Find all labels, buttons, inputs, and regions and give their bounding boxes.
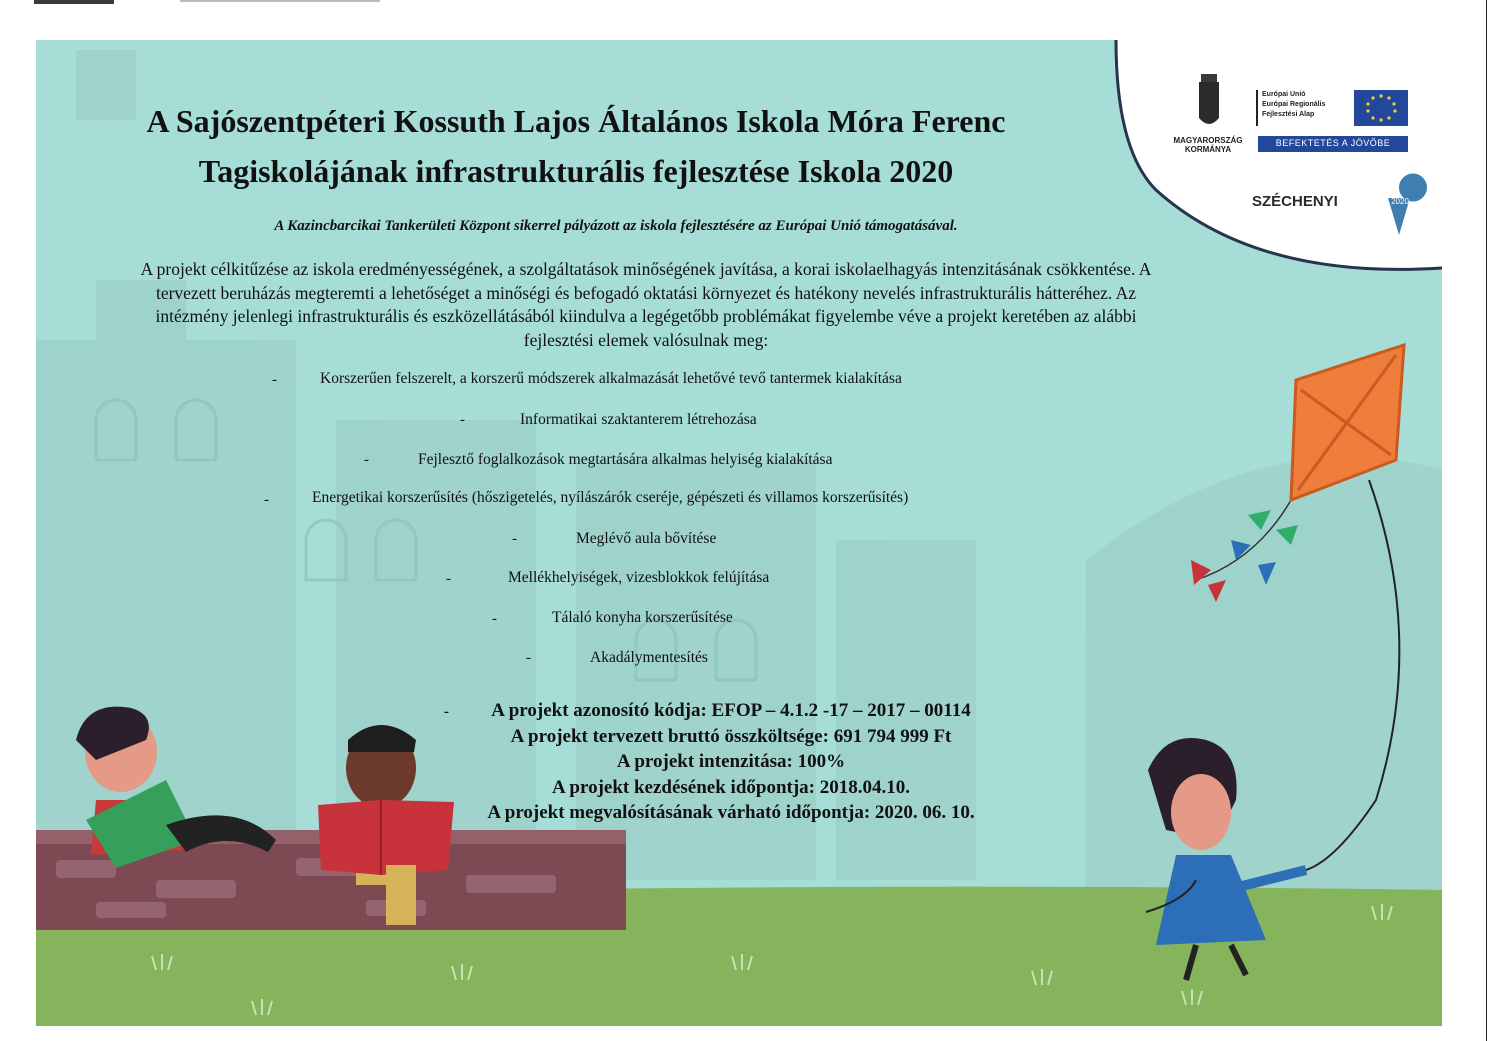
poster <box>36 40 1442 1026</box>
scan-mark <box>34 0 114 4</box>
list-item: Energetikai korszerűsítés (hőszigetelés, nyílászárók cseréje, gépészeti és villamos korszerűsítés) <box>312 489 909 506</box>
funding-logos <box>1116 40 1442 270</box>
intro-line-4: fejlesztési elemek valósulnak meg: <box>523 329 769 350</box>
gov-line-1: MAGYARORSZÁG <box>1173 136 1243 145</box>
title-line-1: A Sajószentpéteri Kossuth Lajos Általános Iskola Móra Ferenc <box>146 103 1006 139</box>
bullet-dash: - <box>446 571 451 587</box>
eu-line-1: Európai Unió <box>1262 91 1306 98</box>
project-cost: A projekt tervezett bruttó összköltsége: 691 794 999 Ft <box>510 726 952 747</box>
intro-line-1: A projekt célkitűzése az iskola eredményességének, a szolgáltatások minőségének javítása, a korai iskolaelhagyás intenzitásának csökkentése. A <box>140 259 1152 279</box>
bullet-dash: - <box>364 452 369 468</box>
intro-paragraph <box>76 258 1216 352</box>
bullet-dash: - <box>264 492 269 508</box>
project-code: A projekt azonosító kódja: EFOP – 4.1.2 -17 – 2017 – 00114 <box>491 700 971 721</box>
page-title <box>76 96 1076 196</box>
list-item: Informatikai szaktanterem létrehozása <box>520 411 757 428</box>
government-logo <box>1168 136 1248 154</box>
bullet-dash: - <box>512 531 517 547</box>
bullet-dash: - <box>460 412 465 428</box>
list-item: Fejlesztő foglalkozások megtartására alkalmas helyiség kialakítása <box>418 451 833 468</box>
intro-line-3: intézmény jelenlegi infrastrukturális és eszközellátásából kiindulva a legégetőbb problémákat figyelembe véve a projekt keretében az alábbi <box>155 306 1137 326</box>
project-intensity: A projekt intenzitása: 100% <box>616 751 846 772</box>
bullet-dash: - <box>492 611 497 627</box>
project-end: A projekt megvalósításának várható időpontja: 2020. 06. 10. <box>487 802 975 823</box>
eu-line-2: Európai Regionális <box>1262 101 1326 108</box>
bullet-dash: - <box>444 704 449 720</box>
szechenyi-logo: SZÉCHENYI <box>1252 193 1338 210</box>
gov-line-2: KORMÁNYA <box>1184 145 1232 154</box>
szechenyi-year: 2020 <box>1391 197 1409 206</box>
eu-line-3: Fejlesztési Alap <box>1262 111 1315 118</box>
eu-banner: BEFEKTETÉS A JÖVŐBE <box>1275 138 1391 148</box>
page-edge <box>1486 0 1487 1041</box>
list-item: Meglévő aula bővítése <box>576 530 717 547</box>
bullet-dash: - <box>272 372 277 388</box>
intro-line-2: tervezett beruházás megteremti a lehetőséget a minőségi és befogadó oktatási környezet és hatékony nevelés infrastrukturális hátteréhez. Az <box>155 282 1137 303</box>
list-item: Mellékhelyiségek, vizesblokkok felújítása <box>508 569 770 586</box>
eu-text <box>1262 90 1325 120</box>
list-item: Tálaló konyha korszerűsítése <box>552 609 733 626</box>
list-item: Akadálymentesítés <box>590 649 708 666</box>
title-line-2: Tagiskolájának infrastrukturális fejlesztése Iskola 2020 <box>198 153 954 189</box>
bullet-dash: - <box>526 650 531 666</box>
project-start: A projekt kezdésének időpontja: 2018.04.10. <box>551 777 911 798</box>
list-item: Korszerűen felszerelt, a korszerű módszerek alkalmazását lehetővé tevő tantermek kialakítása <box>320 370 902 387</box>
subtitle: A Kazincbarcikai Tankerületi Központ sikerrel pályázott az iskola fejlesztésére az Európai Unió támogatásával. <box>274 218 958 234</box>
scan-mark <box>180 0 380 2</box>
